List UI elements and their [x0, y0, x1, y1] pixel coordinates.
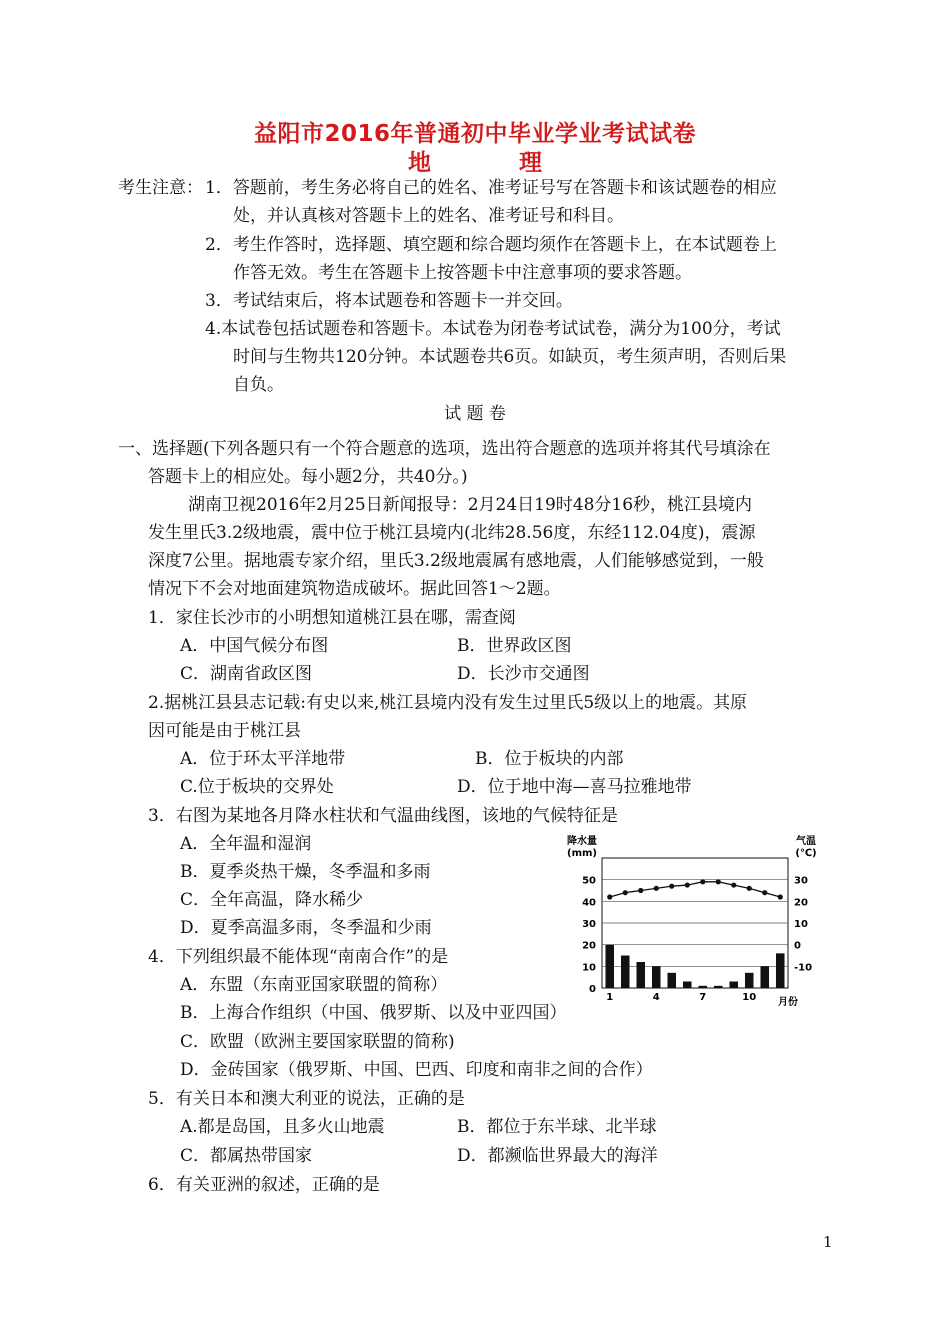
- question-2-stem-line2: 因可能是由于桃江县: [148, 721, 301, 741]
- notice-4-line2: 时间与生物共120分钟。本试题卷共6页。如缺页，考生须声明，否则后果: [233, 347, 787, 367]
- notice-1-line2: 处，并认真核对答题卡上的姓名、准考证号和科目。: [233, 206, 624, 226]
- right-tick-label: 0: [794, 940, 801, 952]
- left-tick-label: 0: [589, 984, 596, 995]
- question-5-option-a: A.都是岛国，且多火山地震: [180, 1117, 385, 1137]
- x-axis-label: 月份: [778, 997, 798, 1008]
- temperature-point: [747, 886, 752, 891]
- exam-title: 益阳市2016年普通初中毕业学业考试试卷: [253, 121, 696, 147]
- passage-line: 深度7公里。据地震专家介绍，里氏3.2级地震属有感地震，人们能够感觉到，一般: [148, 551, 764, 571]
- precipitation-bar: [652, 966, 661, 988]
- x-tick-label: 1: [606, 992, 614, 1003]
- question-4-option-c: C．欧盟（欧洲主要国家联盟的简称): [180, 1032, 455, 1052]
- question-4-option-a: A．东盟（东南亚国家联盟的简称）: [180, 975, 448, 995]
- x-tick-label: 7: [699, 992, 707, 1003]
- right-axis-label: 气温: [796, 836, 816, 847]
- temperature-point: [716, 879, 721, 884]
- right-tick-label: -10: [794, 962, 813, 974]
- temperature-point: [654, 886, 659, 891]
- precipitation-bar: [776, 953, 785, 988]
- precipitation-bar: [683, 982, 692, 989]
- notice-2-line1: 2．考生作答时，选择题、填空题和综合题均须作在答题卡上，在本试题卷上: [205, 235, 777, 255]
- right-tick-label: 20: [794, 897, 808, 909]
- notice-4-line1: 4.本试卷包括试题卷和答题卡。本试卷为闭卷考试试卷，满分为100分，考试: [205, 319, 781, 339]
- right-axis-unit: (℃): [795, 848, 817, 859]
- x-tick-label: 10: [742, 992, 757, 1003]
- question-4-option-d: D．金砖国家（俄罗斯、中国、巴西、印度和南非之间的合作）: [180, 1060, 653, 1080]
- x-tick-label: 4: [652, 992, 660, 1003]
- question-3-option-a: A．全年温和湿润: [180, 834, 312, 854]
- left-tick-label: 50: [582, 875, 596, 887]
- question-2-option-b: B．位于板块的内部: [475, 749, 624, 769]
- right-tick-label: 30: [794, 875, 808, 887]
- passage-line: 发生里氏3.2级地震，震中位于桃江县境内(北纬28.56度，东经112.04度)，震源: [148, 523, 756, 543]
- question-5-option-d: D．都濒临世界最大的海洋: [457, 1146, 658, 1166]
- question-2-option-d: D．位于地中海—喜马拉雅地带: [457, 777, 692, 797]
- left-tick-label: 20: [582, 940, 596, 952]
- temperature-point: [623, 890, 628, 895]
- precipitation-bar: [605, 945, 614, 988]
- notice-label: 考生注意：: [118, 178, 203, 198]
- left-axis-label: 降水量: [567, 836, 597, 847]
- precipitation-bar: [698, 986, 707, 988]
- left-tick-label: 40: [582, 897, 596, 909]
- temperature-point: [762, 890, 767, 895]
- climate-chart: [560, 828, 840, 1008]
- question-1-option-a: A．中国气候分布图: [180, 636, 329, 656]
- notice-1-line1: 1．答题前，考生务必将自己的姓名、准考证号写在答题卡和该试题卷的相应: [205, 178, 777, 198]
- left-axis-unit: (mm): [567, 848, 597, 859]
- section-heading: 一、选择题(下列各题只有一个符合题意的选项，选出符合题意的选项并将其代号填涂在: [118, 439, 771, 459]
- precipitation-bar: [667, 973, 676, 988]
- right-tick-label: 10: [794, 919, 808, 930]
- passage-line: 湖南卫视2016年2月25日新闻报导：2月24日19时48分16秒，桃江县境内: [188, 495, 753, 515]
- temperature-line: [610, 882, 781, 897]
- question-5-option-b: B．都位于东半球、北半球: [457, 1117, 657, 1137]
- passage-line: 情况下不会对地面建筑物造成破坏。据此回答1～2题。: [148, 579, 561, 599]
- notice-2-line2: 作答无效。考生在答题卡上按答题卡中注意事项的要求答题。: [233, 263, 692, 283]
- question-1-option-b: B．世界政区图: [457, 636, 572, 656]
- question-6-stem: 6．有关亚洲的叙述，正确的是: [148, 1175, 380, 1195]
- question-1-option-c: C．湖南省政区图: [180, 664, 313, 684]
- temperature-point: [700, 879, 705, 884]
- left-tick-label: 30: [582, 919, 596, 930]
- question-5-option-c: C．都属热带国家: [180, 1146, 313, 1166]
- left-tick-label: 10: [582, 962, 596, 974]
- temperature-point: [685, 882, 690, 887]
- precipitation-bar: [745, 973, 754, 988]
- question-5-stem: 5．有关日本和澳大利亚的说法，正确的是: [148, 1089, 465, 1109]
- question-2-option-c: C.位于板块的交界处: [180, 777, 334, 797]
- question-2-stem: 2.据桃江县县志记载:有史以来,桃江县境内没有发生过里氏5级以上的地震。其原: [148, 693, 748, 713]
- question-3-option-b: B．夏季炎热干燥，冬季温和多雨: [180, 862, 431, 882]
- precipitation-bar: [621, 956, 630, 989]
- precipitation-bar: [714, 986, 723, 988]
- question-2-option-a: A．位于环太平洋地带: [180, 749, 346, 769]
- question-4-option-b: B．上海合作组织（中国、俄罗斯、以及中亚四国）: [180, 1003, 567, 1023]
- notice-3: 3．考试结束后，将本试题卷和答题卡一并交回。: [205, 291, 573, 311]
- temperature-point: [669, 884, 674, 889]
- temperature-point: [607, 894, 612, 899]
- question-3-stem: 3．右图为某地各月降水柱状和气温曲线图，该地的气候特征是: [148, 806, 618, 826]
- question-3-option-d: D．夏季高温多雨，冬季温和少雨: [180, 918, 432, 938]
- question-3-option-c: C．全年高温，降水稀少: [180, 890, 364, 910]
- paper-label: 试 题 卷: [444, 404, 506, 424]
- precipitation-bar: [729, 982, 738, 989]
- question-1-option-d: D．长沙市交通图: [457, 664, 590, 684]
- precipitation-bar: [636, 962, 645, 988]
- temperature-point: [638, 888, 643, 893]
- subject-title: 地 理: [407, 150, 582, 176]
- notice-4-line3: 自负。: [233, 375, 284, 395]
- page-number: 1: [823, 1233, 833, 1251]
- question-1-stem: 1．家住长沙市的小明想知道桃江县在哪，需查阅: [148, 608, 516, 628]
- precipitation-bar: [760, 966, 769, 988]
- question-4-stem: 4．下列组织最不能体现“南南合作”的是: [148, 947, 449, 967]
- section-heading-line2: 答题卡上的相应处。每小题2分，共40分。): [148, 467, 468, 487]
- temperature-point: [778, 894, 783, 899]
- temperature-point: [731, 882, 736, 887]
